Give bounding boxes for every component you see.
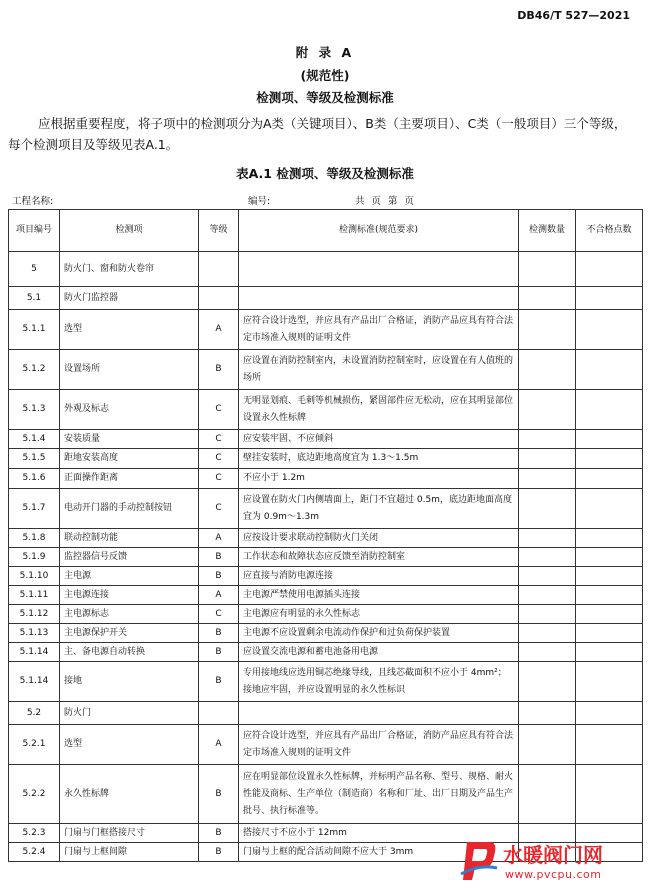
table-row <box>9 252 643 287</box>
cell-failed-points <box>576 469 643 489</box>
cell-item-number: 5.1.3 <box>9 390 60 430</box>
cell-standard: 应设置在消防控制室内，未设置消防控制室时，应设置在有人值班的场所 <box>239 350 519 390</box>
cell-failed-points <box>576 765 643 824</box>
cell-failed-points <box>576 548 643 567</box>
cell-quantity <box>519 548 576 567</box>
table-row <box>9 350 643 390</box>
cell-grade: B <box>199 662 239 702</box>
cell-item-number: 5.1.1 <box>9 310 60 350</box>
cell-inspection-item: 门扇与上框间隙 <box>60 843 199 862</box>
table-row <box>9 469 643 489</box>
cell-quantity <box>519 662 576 702</box>
cell-quantity <box>519 702 576 725</box>
cell-inspection-item: 主电源连接 <box>60 586 199 605</box>
cell-grade: B <box>199 843 239 862</box>
cell-failed-points <box>576 702 643 725</box>
cell-standard: 应安装牢固、不应倾斜 <box>239 430 519 449</box>
cell-item-number: 5.1.6 <box>9 469 60 489</box>
cell-item-number: 5.1.13 <box>9 624 60 643</box>
cell-standard: 应设置交流电源和蓄电池备用电源 <box>239 643 519 662</box>
appendix-type: (规范性) <box>300 68 350 83</box>
cell-inspection-item: 监控器信号反馈 <box>60 548 199 567</box>
table-row <box>9 390 643 430</box>
cell-item-number: 5.2.3 <box>9 824 60 843</box>
cell-grade: C <box>199 390 239 430</box>
cell-quantity <box>519 430 576 449</box>
cell-inspection-item: 电动开门器的手动控制按钮 <box>60 489 199 529</box>
appendix-title: 附 录 A <box>295 45 355 60</box>
cell-standard: 应符合设计选型，并应具有产品出厂合格证，消防产品应具有符合法定市场准入规则的证明文件 <box>239 310 519 350</box>
cell-grade <box>199 252 239 287</box>
appendix-subtitle: 检测项、等级及检测标准 <box>256 90 394 105</box>
cell-standard <box>239 252 519 287</box>
cell-quantity <box>519 624 576 643</box>
cell-quantity <box>519 529 576 548</box>
cell-item-number: 5.1.2 <box>9 350 60 390</box>
table-row <box>9 449 643 469</box>
cell-item-number: 5.1 <box>9 287 60 310</box>
cell-grade: A <box>199 725 239 765</box>
cell-failed-points <box>576 252 643 287</box>
cell-failed-points <box>576 605 643 624</box>
cell-failed-points <box>576 529 643 548</box>
cell-grade: B <box>199 765 239 824</box>
cell-inspection-item: 正面操作距离 <box>60 469 199 489</box>
cell-inspection-item: 主电源标志 <box>60 605 199 624</box>
cell-quantity <box>519 567 576 586</box>
cell-grade: C <box>199 605 239 624</box>
watermark-url: www.pvcpu.com <box>505 868 602 881</box>
cell-standard: 无明显划痕、毛刺等机械损伤，紧固部件应无松动，应在其明显部位设置永久性标牌 <box>239 390 519 430</box>
cell-item-number: 5.2.2 <box>9 765 60 824</box>
cell-standard: 搭接尺寸不应小于 12mm <box>239 824 519 843</box>
table-row <box>9 605 643 624</box>
table-row <box>9 765 643 824</box>
cell-item-number: 5.1.7 <box>9 489 60 529</box>
cell-grade: B <box>199 824 239 843</box>
cell-inspection-item: 安装质量 <box>60 430 199 449</box>
cell-failed-points <box>576 725 643 765</box>
cell-grade: C <box>199 469 239 489</box>
cell-inspection-item: 防火门、窗和防火卷帘 <box>60 252 199 287</box>
cell-failed-points <box>576 449 643 469</box>
cell-item-number: 5.2 <box>9 702 60 725</box>
cell-standard <box>239 287 519 310</box>
table-row <box>9 548 643 567</box>
cell-item-number: 5.1.14 <box>9 643 60 662</box>
cell-quantity <box>519 489 576 529</box>
header-grade: 等级 <box>199 210 239 252</box>
header-standard: 检测标准(规范要求) <box>239 210 519 252</box>
page-count-label: 共 页 第 页 <box>355 196 417 207</box>
cell-standard: 专用接地线应选用铜芯绝缘导线，且线芯截面积不应小于 4mm²；接地应牢固，并应设置明显的永久性标识 <box>239 662 519 702</box>
cell-inspection-item: 永久性标牌 <box>60 765 199 824</box>
cell-grade: B <box>199 624 239 643</box>
cell-item-number: 5.1.4 <box>9 430 60 449</box>
cell-grade: B <box>199 548 239 567</box>
cell-standard: 应按设计要求联动控制防火门关闭 <box>239 529 519 548</box>
cell-failed-points <box>576 287 643 310</box>
cell-standard: 应符合设计选型，并应具有产品出厂合格证，消防产品应具有符合法定市场准入规则的证明文件 <box>239 725 519 765</box>
watermark-site-name: 水暖阀门网 <box>503 843 603 867</box>
cell-item-number: 5.1.9 <box>9 548 60 567</box>
cell-quantity <box>519 310 576 350</box>
cell-inspection-item: 主、备电源自动转换 <box>60 643 199 662</box>
table-row <box>9 702 643 725</box>
cell-inspection-item: 门扇与门框搭接尺寸 <box>60 824 199 843</box>
cell-failed-points <box>576 662 643 702</box>
cell-grade: B <box>199 350 239 390</box>
serial-number-label: 编号: <box>248 196 271 207</box>
inspection-table <box>8 209 643 862</box>
cell-grade <box>199 287 239 310</box>
cell-inspection-item: 选型 <box>60 725 199 765</box>
cell-item-number: 5.1.11 <box>9 586 60 605</box>
cell-item-number: 5.1.10 <box>9 567 60 586</box>
cell-quantity <box>519 725 576 765</box>
table-row <box>9 489 643 529</box>
table-caption: 表A.1 检测项、等级及检测标准 <box>236 166 414 181</box>
cell-item-number: 5.1.8 <box>9 529 60 548</box>
cell-inspection-item: 接地 <box>60 662 199 702</box>
cell-failed-points <box>576 567 643 586</box>
cell-standard: 应直接与消防电源连接 <box>239 567 519 586</box>
cell-grade: C <box>199 430 239 449</box>
cell-failed-points <box>576 430 643 449</box>
cell-failed-points <box>576 390 643 430</box>
cell-failed-points <box>576 643 643 662</box>
cell-quantity <box>519 350 576 390</box>
cell-standard: 主电源不应设置剩余电流动作保护和过负荷保护装置 <box>239 624 519 643</box>
header-failed-points: 不合格点数 <box>576 210 643 252</box>
cell-quantity <box>519 765 576 824</box>
cell-inspection-item: 防火门监控器 <box>60 287 199 310</box>
header-quantity: 检测数量 <box>519 210 576 252</box>
cell-standard: 门扇与上框的配合活动间隙不应大于 3mm <box>239 843 519 862</box>
cell-standard: 主电源应有明显的永久性标志 <box>239 605 519 624</box>
project-name-label: 工程名称: <box>12 196 54 207</box>
table-row <box>9 643 643 662</box>
cell-failed-points <box>576 350 643 390</box>
cell-quantity <box>519 390 576 430</box>
cell-grade: B <box>199 643 239 662</box>
document-code: DB46/T 527—2021 <box>517 9 630 22</box>
cell-grade: C <box>199 489 239 529</box>
cell-inspection-item: 距地安装高度 <box>60 449 199 469</box>
watermark <box>459 836 644 886</box>
cell-failed-points <box>576 489 643 529</box>
cell-item-number: 5.1.5 <box>9 449 60 469</box>
cell-failed-points <box>576 310 643 350</box>
table-row <box>9 567 643 586</box>
cell-item-number: 5 <box>9 252 60 287</box>
table-row <box>9 430 643 449</box>
cell-quantity <box>519 586 576 605</box>
intro-paragraph: 应根据重要程度，将子项中的检测项分为A类（关键项目）、B类（主要项目）、C类（一般项目）三个等级，每个检测项目及等级见表A.1。 <box>8 116 627 152</box>
cell-item-number: 5.1.14 <box>9 662 60 702</box>
cell-failed-points <box>576 586 643 605</box>
table-row <box>9 310 643 350</box>
table-row <box>9 725 643 765</box>
header-inspection-item: 检测项 <box>60 210 199 252</box>
table-header-row <box>9 210 643 252</box>
cell-quantity <box>519 643 576 662</box>
cell-grade: C <box>199 449 239 469</box>
cell-quantity <box>519 605 576 624</box>
header-item-number: 项目编号 <box>9 210 60 252</box>
cell-quantity <box>519 449 576 469</box>
cell-quantity <box>519 469 576 489</box>
table-row <box>9 624 643 643</box>
cell-inspection-item: 防火门 <box>60 702 199 725</box>
table-row <box>9 287 643 310</box>
cell-quantity <box>519 287 576 310</box>
cell-standard <box>239 702 519 725</box>
cell-inspection-item: 主电源 <box>60 567 199 586</box>
cell-standard: 应在明显部位设置永久性标牌，并标明产品名称、型号、规格、耐火性能及商标、生产单位（制造商）名称和厂址、出厂日期及产品生产批号、执行标准等。 <box>239 765 519 824</box>
cell-grade: B <box>199 567 239 586</box>
cell-grade: A <box>199 310 239 350</box>
cell-inspection-item: 设置场所 <box>60 350 199 390</box>
cell-item-number: 5.2.1 <box>9 725 60 765</box>
watermark-logo-icon <box>459 838 499 882</box>
table-row <box>9 586 643 605</box>
cell-item-number: 5.1.12 <box>9 605 60 624</box>
cell-inspection-item: 联动控制功能 <box>60 529 199 548</box>
cell-standard: 主电源严禁使用电源插头连接 <box>239 586 519 605</box>
table-row <box>9 662 643 702</box>
cell-standard: 工作状态和故障状态应反馈至消防控制室 <box>239 548 519 567</box>
cell-grade: A <box>199 586 239 605</box>
cell-standard: 不应小于 1.2m <box>239 469 519 489</box>
cell-failed-points <box>576 624 643 643</box>
cell-quantity <box>519 252 576 287</box>
cell-item-number: 5.2.4 <box>9 843 60 862</box>
cell-standard: 壁挂安装时，底边距地高度宜为 1.3～1.5m <box>239 449 519 469</box>
cell-inspection-item: 外观及标志 <box>60 390 199 430</box>
cell-inspection-item: 选型 <box>60 310 199 350</box>
cell-inspection-item: 主电源保护开关 <box>60 624 199 643</box>
table-row <box>9 529 643 548</box>
cell-grade: A <box>199 529 239 548</box>
cell-grade <box>199 702 239 725</box>
cell-standard: 应设置在防火门内侧墙面上，距门不宜超过 0.5m，底边距地面高度宜为 0.9m～1.3m <box>239 489 519 529</box>
